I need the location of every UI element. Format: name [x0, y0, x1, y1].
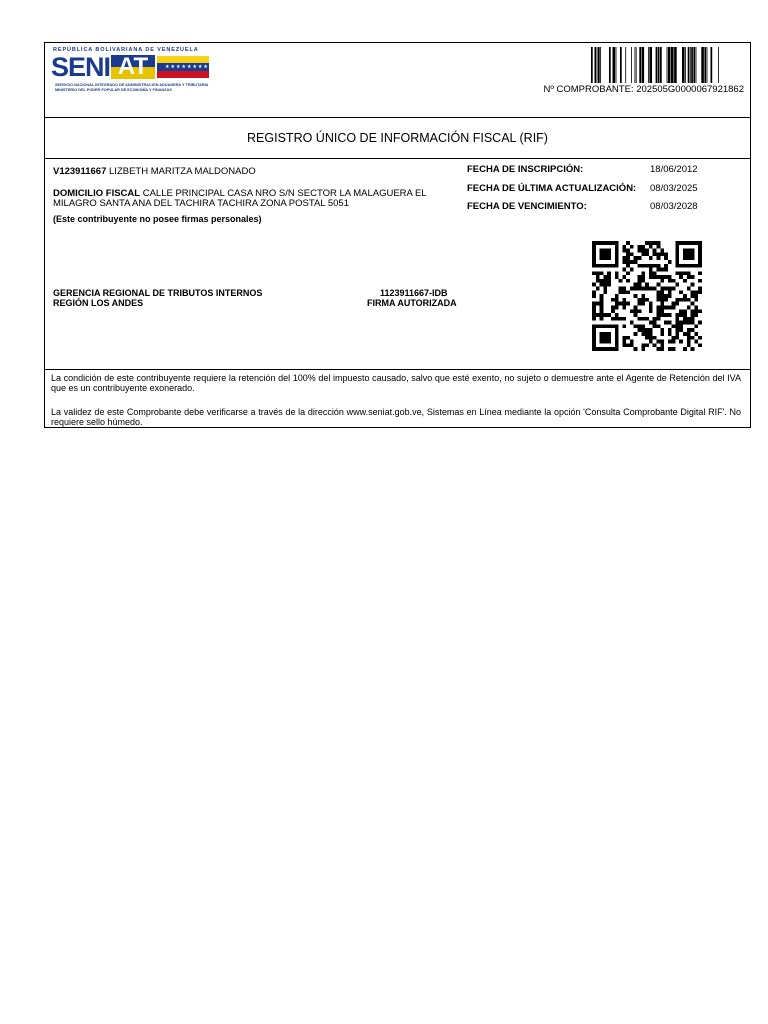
date-label-actualizacion: FECHA DE ÚLTIMA ACTUALIZACIÓN:: [467, 183, 637, 194]
seniat-logo: [51, 47, 223, 97]
date-label-vencimiento: FECHA DE VENCIMIENTO:: [467, 201, 587, 212]
document-body: [45, 158, 750, 370]
date-value-inscripcion: 18/06/2012: [650, 164, 698, 175]
logo-word-seni: SENI: [51, 52, 111, 82]
footer-retention-note: La condición de este contribuyente requiere la retención del 100% del impuesto causado, salvo que esté exento, no sujeto o demuestre ante el Agente de Retención del IVA que es un contribuyente exonerado.: [51, 373, 741, 393]
qr-code-icon: [589, 241, 705, 351]
taxpayer-rif: V123911667: [53, 166, 107, 177]
logo-republic-text: REPÚBLICA BOLIVARIANA DE VENEZUELA: [53, 47, 199, 53]
date-label-inscripcion: FECHA DE INSCRIPCIÓN:: [467, 164, 584, 175]
taxpayer-name: LIZBETH MARITZA MALDONADO: [109, 166, 256, 177]
barcode-icon: [591, 47, 719, 83]
logo-subtitle-1: SERVICIO NACIONAL INTEGRADO DE ADMINISTRACIÓN ADUANERA Y TRIBUTARIA: [55, 83, 209, 87]
document-header: [45, 43, 750, 118]
comprobante-number: [544, 84, 744, 95]
domicilio-value: CALLE PRINCIPAL CASA NRO S/N SECTOR LA MALAGUERA EL MILAGRO SANTA ANA DEL TACHIRA TACHIRA ZONA POSTAL 5051: [53, 188, 427, 209]
comprobante-value: 202505G0000067921862: [636, 84, 744, 95]
date-value-actualizacion: 08/03/2025: [650, 183, 698, 194]
firma-code: 1123911667-IDB: [380, 288, 448, 298]
comprobante-label: Nº COMPROBANTE:: [543, 84, 634, 95]
document-footer: [45, 369, 750, 427]
footer-validity-note: La validez de este Comprobante debe verificarse a través de la dirección www.seniat.gob.ve, Sistemas en Línea mediante la opción 'Consulta Comprobante Digital RIF'. No requiere sello húmedo.: [51, 407, 741, 427]
venezuela-flag-icon: ★★★★★★★★: [157, 56, 209, 78]
rif-document: [44, 42, 751, 428]
date-value-vencimiento: 08/03/2028: [650, 201, 698, 212]
domicilio-fiscal: [53, 189, 463, 209]
gerencia-line-2: REGIÓN LOS ANDES: [53, 298, 144, 308]
gerencia-line-1: GERENCIA REGIONAL DE TRIBUTOS INTERNOS: [53, 288, 263, 298]
taxpayer-line: [53, 166, 256, 177]
logo-subtitle-2: MINISTERIO DEL PODER POPULAR DE ECONOMÍA Y FINANZAS: [55, 88, 172, 92]
no-firmas-note: (Este contribuyente no posee firmas personales): [53, 214, 262, 224]
logo-word-at: AT: [111, 55, 155, 79]
document-title: REGISTRO ÚNICO DE INFORMACIÓN FISCAL (RIF): [247, 131, 548, 145]
firma-label: FIRMA AUTORIZADA: [367, 298, 457, 308]
domicilio-label: DOMICILIO FISCAL: [53, 188, 141, 199]
